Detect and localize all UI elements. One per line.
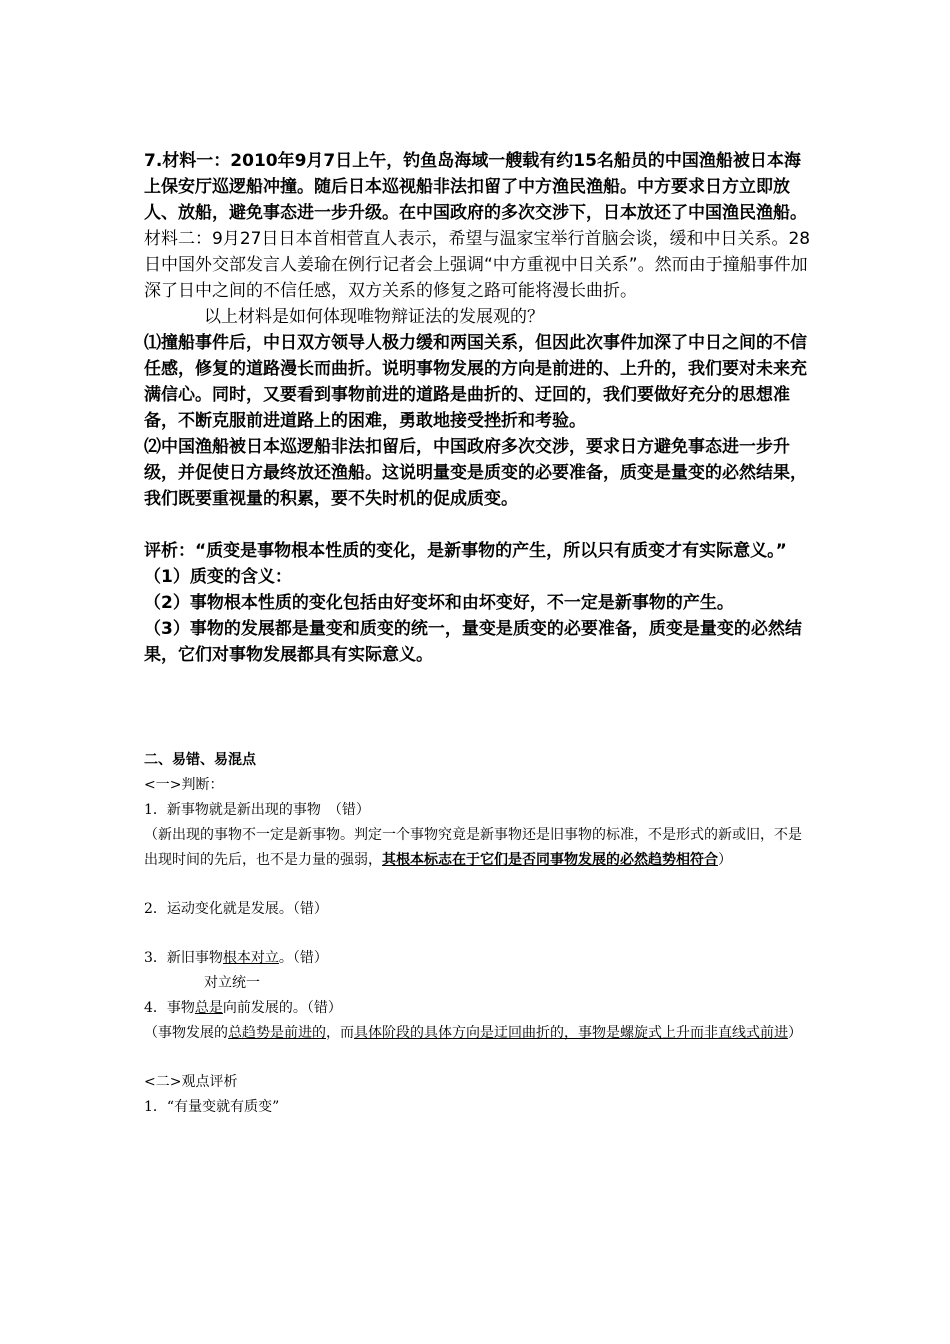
judgement-1-note: （新出现的事物不一定是新事物。判定一个事物究竟是新事物还是旧事物的标准，不是形式的新或旧，不是出现时间的先后，也不是力量的强弱，其根本标志在于它们是否同事物发展的必然趋势相符合） (144, 827, 802, 868)
critique-point-3: （3）事物的发展都是量变和质变的统一，量变是质变的必要准备，质变是量变的必然结果，它们对事物发展都具有实际意义。 (144, 619, 802, 665)
critique-point-2: （2）事物根本性质的变化包括由好变坏和由坏变好，不一定是新事物的产生。 (144, 593, 734, 613)
q7-material2: 材料二：9月27日日本首相菅直人表示，希望与温家宝举行首脑会谈，缓和中日关系。28日中国外交部发言人姜瑜在例行记者会上强调“中方重视中日关系”。然而由于撞船事件加深了日中之间的不信任感，双方关系的修复之路可能将漫长曲折。 (144, 229, 811, 301)
judgement-3-correction: 对立统一 (204, 975, 260, 991)
underlined-term: 总是 (194, 1000, 223, 1016)
q7-question: 以上材料是如何体现唯物辩证法的发展观的？ (204, 307, 544, 327)
judgement-4: 4．事物总是向前发展的。（错） (144, 1000, 342, 1016)
judgement-4-note: （事物发展的总趋势是前进的，而具体阶段的具体方向是迂回曲折的，事物是螺旋式上升而非直线式前进） (144, 1025, 802, 1041)
subsection-viewpoint: <二>观点评析 (144, 1074, 238, 1090)
underlined-term: 根本对立 (222, 950, 279, 966)
underlined-phrase: 总趋势是前进的 (228, 1025, 326, 1041)
section-heading: 二、易错、易混点 (144, 752, 256, 768)
judgement-2: 2．运动变化就是发展。（错） (144, 901, 328, 917)
q7-answer2: ⑵中国渔船被日本巡逻船非法扣留后，中国政府多次交涉，要求日方避免事态进一步升级，并促使日方最终放还渔船。这说明量变是质变的必要准备，质变是量变的必然结果，我们既要重视量的积累，要不失时机的促成质变。 (144, 437, 807, 509)
document-page (144, 148, 812, 1120)
subsection-judgement: <一>判断： (144, 777, 224, 793)
underlined-phrase: 具体阶段的具体方向是迂回曲折的，事物是螺旋式上升而非直线式前进 (354, 1025, 788, 1041)
critique-title: 评析：“质变是事物根本性质的变化，是新事物的产生，所以只有质变才有实际意义。” (144, 541, 787, 561)
judgement-3: 3．新旧事物根本对立。（错） (144, 950, 328, 966)
critique-point-1: （1）质变的含义： (144, 567, 292, 587)
q7-material1: 7.材料一：2010年9月7日上午，钓鱼岛海域一艘载有约15名船员的中国渔船被日本海上保安厅巡逻船冲撞。随后日本巡视船非法扣留了中方渔民渔船。中方要求日方立即放人、放船，避免事态进一步升级。在中国政府的多次交涉下，日本放还了中国渔民渔船。 (144, 151, 807, 223)
q7-answer1: ⑴撞船事件后，中日双方领导人极力缓和两国关系，但因此次事件加深了中日之间的不信任感，修复的道路漫长而曲折。说明事物发展的方向是前进的、上升的，我们要对未来充满信心。同时，又要看到事物前进的道路是曲折的、迂回的，我们要做好充分的思想准备，不断克服前进道路上的困难，勇敢地接受挫折和考验。 (144, 333, 807, 431)
key-standard-underlined: 其根本标志在于它们是否同事物发展的必然趋势相符合 (382, 852, 718, 868)
viewpoint-1: 1．“有量变就有质变” (144, 1099, 280, 1115)
judgement-1: 1．新事物就是新出现的事物 （错） (144, 802, 370, 818)
